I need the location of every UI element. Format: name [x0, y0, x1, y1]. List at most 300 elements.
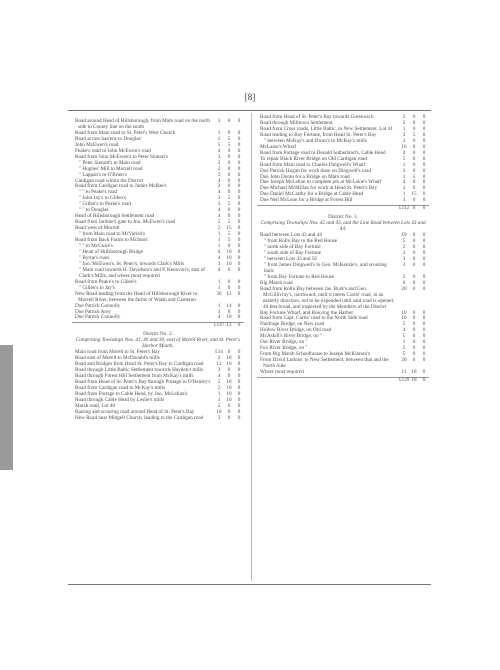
pounds-value: £147	[214, 322, 225, 329]
item-description: Due Patrick Hogan for work done on Dingwell's road	[260, 167, 371, 174]
pence-value: 0	[237, 266, 241, 273]
shillings-value: 0	[412, 244, 416, 251]
pounds-value: 2	[217, 355, 221, 362]
amount	[214, 268, 244, 274]
pounds-value: 4	[217, 248, 221, 255]
item-description: New Road near Midgell Church, leading to the Cardigan road	[75, 414, 204, 421]
item-description: Main road from Morell to St. Peter's Bay	[75, 349, 161, 356]
shillings-value: 0	[227, 408, 231, 415]
pence-value: 0	[237, 408, 241, 415]
pence-value: 0	[422, 273, 426, 280]
pence-value: 0	[237, 129, 241, 136]
shillings-value: 0	[412, 137, 416, 144]
ledger-row	[257, 287, 429, 311]
pounds-value: 5	[402, 345, 406, 352]
pounds-value: 20	[401, 285, 407, 292]
shillings-value: 5	[227, 195, 231, 202]
item-description: " Main road towards H. Davidson's and P. Kenovan's, east of Clark's Mills, and where most required	[79, 266, 206, 279]
item-description: Road from Cardigan road to James McRae's	[75, 183, 167, 190]
amount	[214, 119, 244, 125]
shillings-value: 15	[226, 225, 232, 232]
pounds-value: 1	[217, 237, 221, 244]
pence-value: 0	[422, 369, 426, 376]
item-description: John McEwen's road	[75, 141, 119, 148]
shillings-value: 0	[227, 402, 231, 409]
pence-value: 0	[237, 302, 241, 309]
shillings-value: 10	[226, 355, 232, 362]
item-description: Road from Main road to Charles Dingwell's Wharf	[260, 161, 366, 168]
item-description: Due Patrick Arey	[75, 308, 112, 315]
pounds-value: 1	[402, 161, 406, 168]
pounds-value: 2	[217, 378, 221, 385]
amount	[399, 206, 429, 212]
left-column	[72, 119, 244, 422]
pence-value: 0	[422, 197, 426, 204]
amount	[399, 370, 429, 376]
pence-value: 0	[237, 414, 241, 421]
shillings-value: 0	[227, 308, 231, 315]
shillings-value: 18	[411, 369, 417, 376]
pounds-value: 3	[217, 260, 221, 267]
item-description: Road through Little Baltic Settlement towards Hayden's mills	[75, 367, 203, 374]
shillings-value: 0	[227, 414, 231, 421]
shillings-value: 0	[227, 189, 231, 196]
item-description: From Big Marsh Schoolhouse to Joseph McKinnon's	[260, 351, 370, 358]
ledger-row	[72, 416, 244, 422]
pence-value: 0	[237, 402, 241, 409]
shillings-value: 0	[412, 351, 416, 358]
pence-value: 0	[237, 390, 241, 397]
item-description: Road from Head of St. Peter's Bay through Portage to O'Hanley's	[75, 378, 211, 385]
item-description: Road from Rollo Bay between Jas. Burk's and Geo. McGillivray's, northward, until it meets Curtis' road, in an easterly direction, not to be expended until said road is opened, 40 feet broad, and inspected by the Members of the District	[260, 285, 395, 310]
pounds-value: 2	[402, 244, 406, 251]
shillings-value: 0	[227, 153, 231, 160]
pounds-value: 2	[402, 119, 406, 126]
amount	[399, 378, 429, 384]
shillings-value: 0	[412, 273, 416, 280]
item-description: " John Jay's to Gillen's	[79, 195, 126, 202]
pence-value: 0	[422, 285, 426, 292]
pounds-value: 3	[402, 131, 406, 138]
pence-value: 0	[237, 248, 241, 255]
item-description: Road from Main road to St. Peter's West Church	[75, 129, 176, 136]
item-description: " between McKay's and Dwan's to McKay's mills	[264, 137, 367, 144]
pounds-value: 4	[217, 314, 221, 321]
pence-value: 0	[422, 167, 426, 174]
item-description: Road from Portage road to Donald Sutherland's, Cable Head	[260, 149, 386, 156]
bottom-rule	[68, 584, 431, 585]
pounds-value: 2	[217, 219, 221, 226]
pounds-value: 3	[402, 185, 406, 192]
item-description: " from Rollo Bay to the Red House	[264, 238, 338, 245]
shillings-value: 0	[412, 249, 416, 256]
shillings-value: 0	[227, 177, 231, 184]
shillings-value: 0	[412, 205, 416, 212]
pounds-value: 1	[217, 284, 221, 291]
item-description: Our River Bridge, on "	[260, 339, 308, 346]
pounds-value: 1	[402, 173, 406, 180]
shillings-value: 0	[412, 285, 416, 292]
amount	[399, 198, 429, 204]
item-description: McLaine's Wharf	[260, 143, 297, 150]
pence-value: 0	[237, 254, 241, 261]
pounds-value: 4	[402, 327, 406, 334]
item-description: Due John Doran for a Bridge on Main road	[260, 173, 350, 180]
pounds-value: 16	[401, 143, 407, 150]
shillings-value: 0	[227, 284, 231, 291]
shillings-value: 0	[227, 278, 231, 285]
item-description: New Road leading from the Head of Hillsborough River to Morrell River, between the farms of Walsh and Cameron	[75, 290, 198, 303]
pence-value: 0	[422, 333, 426, 340]
shillings-value: 0	[412, 279, 416, 286]
pounds-value: 1	[402, 191, 406, 198]
shillings-value: 0	[412, 179, 416, 186]
right-column	[257, 115, 429, 384]
pence-value: 0	[237, 118, 241, 124]
pounds-value: 3	[402, 197, 406, 204]
pounds-value: 3	[217, 195, 221, 202]
shillings-value: 0	[227, 213, 231, 220]
pence-value: 0	[237, 189, 241, 196]
pence-value: 0	[237, 207, 241, 214]
shillings-value: 0	[227, 118, 231, 124]
pounds-value: 5	[402, 351, 406, 358]
pence-value: 0	[237, 231, 241, 238]
shillings-value: 0	[412, 155, 416, 162]
pence-value: 0	[237, 147, 241, 154]
pence-value: 0	[237, 373, 241, 380]
pence-value: 0	[237, 355, 241, 362]
item-description: Due Joseph McLellan to complete job at McLaine's Wharf	[260, 179, 382, 186]
pounds-value: 4	[217, 147, 221, 154]
shillings-value: 0	[412, 339, 416, 346]
shillings-value: 0	[412, 261, 416, 268]
shillings-value: 5	[227, 237, 231, 244]
pence-value: 0	[422, 149, 426, 156]
pounds-value: 4	[217, 177, 221, 184]
pence-value: 0	[422, 351, 426, 358]
shillings-value: 5	[227, 135, 231, 142]
item-description: " between Lots 43 and 56	[264, 255, 317, 262]
shillings-value: 10	[226, 248, 232, 255]
shillings-value: 0	[412, 114, 416, 120]
item-description: Bay Fortune Wharf, and Buoying the Harbor	[260, 309, 354, 316]
pence-value: 0	[237, 396, 241, 403]
pounds-value: 2	[217, 402, 221, 409]
item-description: Fox River Bridge, on "	[260, 345, 308, 352]
pence-value: 0	[422, 244, 426, 251]
item-description: " Lappan's to O'Brien's	[79, 171, 127, 178]
ledger-row	[257, 198, 429, 204]
pence-value: 0	[422, 125, 426, 132]
total-row	[257, 377, 429, 384]
item-description: " Jno. McEwen's, St. Peter's, towards Clark's Mills	[79, 260, 185, 267]
pounds-value: 3	[402, 249, 406, 256]
amount	[214, 315, 244, 321]
shillings-value: 10	[226, 260, 232, 267]
district-description: Comprising Townships Nos. 41, 40 and 39, east of Morell River, and St. Peter's Harbor Mouth.	[75, 337, 241, 350]
pounds-value: 3	[402, 261, 406, 268]
shillings-value: 0	[412, 327, 416, 334]
shillings-value: 0	[227, 147, 231, 154]
pence-value: 0	[237, 141, 241, 148]
shillings-value: 5	[412, 173, 416, 180]
pence-value: 0	[237, 322, 241, 329]
shillings-value: 5	[227, 201, 231, 208]
pence-value: 0	[237, 135, 241, 142]
shillings-value: 0	[227, 171, 231, 178]
item-description: " from James Dingwell's to Geo. McKenzie's, and scouring back	[264, 261, 387, 274]
item-description: Road around Head of Hillsborough, from Main road on the north side to County line on the south	[75, 118, 210, 130]
item-description: Road leading to Bay Fortune, from Head St. Peter's Bay	[260, 131, 377, 138]
pounds-value: 6	[402, 279, 406, 286]
pence-value: 0	[237, 243, 241, 250]
pounds-value: 10	[401, 315, 407, 322]
shillings-value: 0	[412, 315, 416, 322]
item-description: McAskill's River Bridge, on "	[260, 333, 322, 340]
pounds-value: 3	[217, 367, 221, 374]
pence-value: 0	[237, 237, 241, 244]
shillings-value: 0	[412, 345, 416, 352]
item-description: Road from Head of St. Peter's Bay towards Greenwich	[260, 114, 374, 120]
pence-value: 0	[422, 185, 426, 192]
shillings-value: 10	[226, 314, 232, 321]
pence-value: 0	[422, 327, 426, 334]
pounds-value: 2	[217, 183, 221, 190]
shillings-value: 0	[412, 309, 416, 316]
item-description: " Gillen's to Jay's	[79, 284, 115, 291]
shillings-value: 0	[412, 321, 416, 328]
pence-value: 0	[422, 321, 426, 328]
item-description: " Byrne's road	[79, 254, 109, 261]
item-description: Road through Forest Hill Settlement from McKay's mills	[75, 373, 194, 380]
item-description: Road from Back Farms to McInnis'	[75, 237, 149, 244]
pounds-value: 1	[217, 231, 221, 238]
item-description: " " to Douglas'	[79, 207, 110, 214]
pounds-value: 5	[402, 155, 406, 162]
item-description: " Hughes' Mill to Morrell road	[79, 165, 143, 172]
district-heading: District No. 2.	[143, 331, 173, 338]
shillings-value: 0	[412, 333, 416, 340]
pence-value: 0	[237, 153, 241, 160]
pounds-value: 11	[401, 369, 407, 376]
shillings-value: 12	[226, 290, 232, 297]
page-number: [8]	[244, 92, 256, 102]
item-description: " from Main road to McVarish's	[79, 231, 146, 238]
item-description: Road between Lots 43 and 44	[260, 232, 322, 239]
pence-value: 0	[422, 155, 426, 162]
item-description: Due Michael McMillan for work at Head St. Peter's Bay	[260, 185, 378, 192]
shillings-value: 0	[412, 125, 416, 132]
pounds-value: 1	[217, 396, 221, 403]
pounds-value: 2	[217, 384, 221, 391]
pence-value: 0	[237, 183, 241, 190]
item-description: Due Daniel McCarthy for a Bridge at Cable Head	[260, 191, 364, 198]
pounds-value: 4	[217, 207, 221, 214]
pence-value: 0	[422, 131, 426, 138]
shillings-value: 0	[412, 143, 416, 150]
shillings-value: 0	[227, 165, 231, 172]
pence-value: 0	[422, 255, 426, 262]
pence-value: 0	[422, 357, 426, 364]
pounds-value: 3	[402, 255, 406, 262]
pence-value: 0	[237, 278, 241, 285]
top-rule	[68, 110, 431, 111]
item-description: " Head of Hillsborough Bridge	[79, 248, 144, 255]
item-description: Marsh road, Lot 40	[75, 402, 116, 409]
pence-value: 0	[237, 378, 241, 385]
pence-value: 0	[237, 177, 241, 184]
pounds-value: 2	[217, 225, 221, 232]
item-description: " south side of Bay Fortune	[264, 249, 322, 256]
item-description: " north side of Bay Fortune	[264, 244, 321, 251]
district-description: Comprising Townships Nos. 42 and 43, and the Line Road between Lots 43 and 44.	[260, 220, 426, 233]
pence-value: 0	[422, 137, 426, 144]
ledger-row	[257, 370, 429, 376]
pence-value: 0	[237, 260, 241, 267]
pence-value: 0	[422, 191, 426, 198]
item-description: Naufrage Bridge, on New road	[260, 321, 325, 328]
pence-value: 0	[237, 290, 241, 297]
item-description: Road through Milltown Settlement	[260, 119, 333, 126]
item-description: Road from John McEwen's to Peter Sinnott's	[75, 153, 168, 160]
shillings-value: 0	[227, 349, 231, 356]
shillings-value: 0	[227, 129, 231, 136]
shillings-value: 0	[412, 119, 416, 126]
pence-value: 0	[237, 201, 241, 208]
pence-value: 0	[422, 232, 426, 239]
item-description: Big Marsh road	[260, 279, 293, 286]
shillings-value: 0	[412, 357, 416, 364]
pence-value: 0	[237, 367, 241, 374]
pounds-value: 3	[217, 414, 221, 421]
pounds-value: 4	[217, 213, 221, 220]
shillings-value: 0	[412, 238, 416, 245]
item-description: " Gillen's to Peake's road	[79, 201, 131, 208]
shillings-value: 0	[412, 161, 416, 168]
shillings-value: 0	[227, 243, 231, 250]
shillings-value: 10	[226, 384, 232, 391]
pence-value: 0	[422, 173, 426, 180]
shillings-value: 12	[226, 322, 232, 329]
shillings-value: 5	[227, 231, 231, 238]
pounds-value: 1	[217, 135, 221, 142]
item-description: Road from Capt. Curtis' road to the North Side road	[260, 315, 368, 322]
item-description: Road across barrens to Douglas'	[75, 135, 142, 142]
item-description: Road from Portage to Cable Head, by Jno. McLellan's	[75, 390, 188, 397]
pence-value: 0	[422, 345, 426, 352]
item-description: " " to McGuire's	[79, 243, 113, 250]
shillings-value: 0	[227, 266, 231, 273]
item-description: Road from Peake's to Gillen's	[75, 278, 137, 285]
shillings-value: 10	[226, 390, 232, 397]
item-description: Where most required	[260, 369, 304, 376]
pence-value: 0	[422, 249, 426, 256]
pence-value: 0	[422, 339, 426, 346]
pounds-value: £129	[399, 376, 410, 383]
shillings-value: 5	[412, 131, 416, 138]
item-description: Due Patrick Connolly	[75, 314, 121, 321]
pounds-value: 4	[217, 373, 221, 380]
item-description: Cardigan road within the District	[75, 177, 144, 184]
shillings-value: 0	[227, 159, 231, 166]
item-description: Due Neil McLean for a Bridge at Forest Hill	[260, 197, 353, 204]
pounds-value: 2	[217, 159, 221, 166]
pence-value: 0	[422, 205, 426, 212]
item-description: Head of Hillsborough Settlement road	[75, 213, 155, 220]
pounds-value: 5	[402, 238, 406, 245]
shillings-value: 0	[412, 149, 416, 156]
ledger-row	[72, 292, 244, 304]
pounds-value: 1	[217, 390, 221, 397]
amount	[399, 358, 429, 364]
item-description: Road from Jardine's gate to Jno. McEwen's road	[75, 219, 176, 226]
pence-value: 0	[422, 114, 426, 120]
shillings-value: 18	[411, 376, 417, 383]
pence-value: 0	[422, 161, 426, 168]
pence-value: 0	[422, 376, 426, 383]
pounds-value: 4	[217, 254, 221, 261]
shillings-value: 10	[226, 254, 232, 261]
pounds-value: £14	[215, 349, 223, 356]
ledger-row	[72, 315, 244, 321]
shillings-value: 10	[226, 378, 232, 385]
amount	[399, 263, 429, 269]
district-heading: District No. 3.	[328, 214, 358, 221]
shillings-value: 0	[412, 232, 416, 239]
amount	[399, 287, 429, 293]
pence-value: 0	[237, 219, 241, 226]
pence-value: 0	[237, 213, 241, 220]
pounds-value: 10	[401, 309, 407, 316]
pence-value: 0	[237, 225, 241, 232]
pounds-value: 12	[216, 361, 222, 368]
shillings-value: 5	[227, 141, 231, 148]
item-description: Hollow River Bridge, on Old road	[260, 327, 332, 334]
amount	[214, 416, 244, 422]
pounds-value: 20	[401, 357, 407, 364]
pounds-value: £112	[399, 205, 410, 212]
item-description: " " to Peake's road	[79, 189, 118, 196]
item-description: Road from Cross roads, Little Baltic, to New Settlement, Lot 41	[260, 125, 393, 132]
pounds-value: 1	[217, 278, 221, 285]
total-row	[72, 322, 244, 329]
pence-value: 0	[237, 195, 241, 202]
pence-value: 0	[237, 165, 241, 172]
item-description: Raising and scouring road around Head of St. Peter's Bay	[75, 408, 195, 415]
pounds-value: 3	[217, 201, 221, 208]
item-description: " Peter Sinnott's to Main road	[79, 159, 141, 166]
item-description: Road and Bridges from Head St. Peter's Bay to Cardigan road	[75, 361, 204, 368]
pounds-value: 1	[217, 129, 221, 136]
pounds-value: 3	[217, 308, 221, 315]
pounds-value: 1	[402, 339, 406, 346]
pounds-value: 4	[402, 149, 406, 156]
shillings-value: 0	[227, 183, 231, 190]
pounds-value: 3	[217, 118, 221, 124]
pence-value: 0	[422, 279, 426, 286]
shillings-value: 14	[226, 302, 232, 309]
pence-value: 0	[237, 314, 241, 321]
pounds-value: £9	[401, 232, 407, 239]
pounds-value: 3	[217, 153, 221, 160]
pence-value: 0	[422, 238, 426, 245]
pence-value: 0	[237, 349, 241, 356]
item-description: Road west of Morrell	[75, 225, 120, 232]
pounds-value: 4	[217, 266, 221, 273]
pounds-value: 4	[217, 189, 221, 196]
pounds-value: 1	[217, 243, 221, 250]
